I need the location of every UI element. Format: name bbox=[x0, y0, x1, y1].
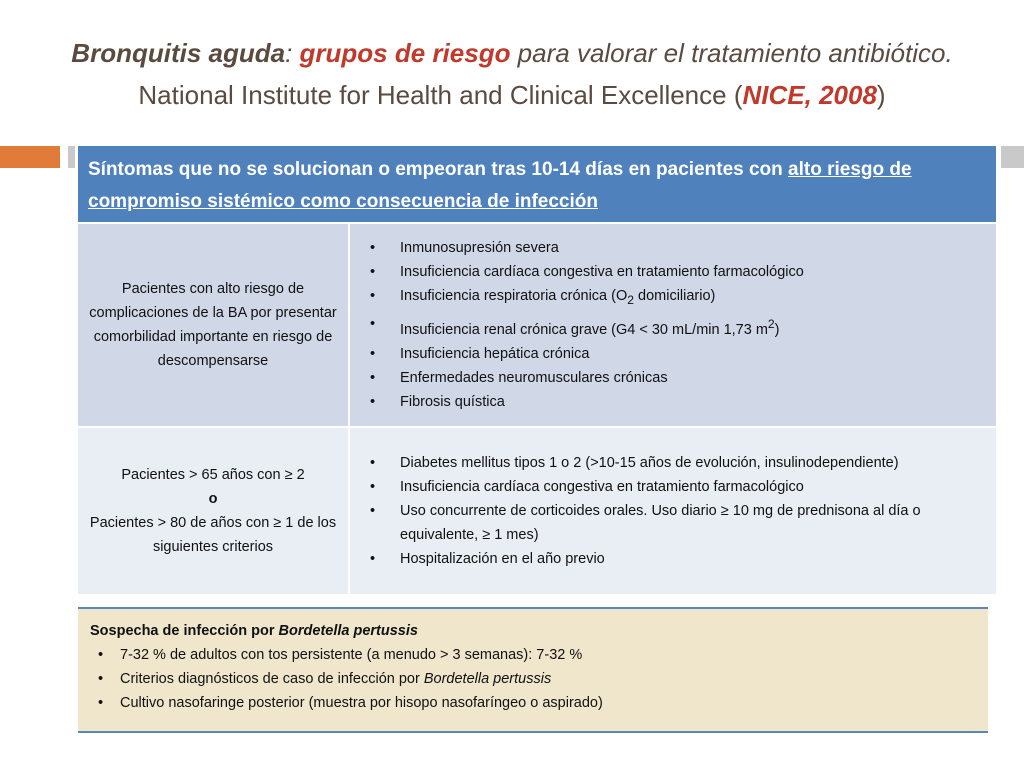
title-line-2 bbox=[0, 74, 1024, 116]
title-source: National Institute for Health and Clinical Excellence ( bbox=[138, 80, 743, 110]
title-risk-groups: grupos de riesgo bbox=[299, 38, 511, 68]
slide-title bbox=[0, 32, 1024, 116]
list-item: • Enfermedades neuromusculares crónicas bbox=[370, 366, 984, 390]
row1-group-label: Pacientes con alto riesgo de complicaciones de la BA por presentar comorbilidad importante en riesgo de descompensarse bbox=[78, 223, 349, 427]
row2-criteria bbox=[349, 427, 996, 594]
list-item: • Uso concurrente de corticoides orales. Uso diario ≥ 10 mg de prednisona al día o equivalente, ≥ 1 mes) bbox=[370, 499, 984, 547]
row2-group-label: Pacientes > 65 años con ≥ 2 o Pacientes > 80 de años con ≥ 1 de los siguientes criterios bbox=[78, 427, 349, 594]
list-item: • Fibrosis quística bbox=[370, 390, 984, 414]
list-item: • Insuficiencia cardíaca congestiva en tratamiento farmacológico bbox=[370, 475, 984, 499]
list-item: • Insuficiencia renal crónica grave (G4 < 30 mL/min 1,73 $m^2$) bbox=[370, 312, 984, 342]
decor-orange-bar bbox=[0, 146, 60, 168]
title-colon: : bbox=[285, 38, 300, 68]
title-topic: Bronquitis aguda bbox=[71, 38, 286, 68]
pertussis-box bbox=[78, 607, 988, 733]
list-item: • Hospitalización en el año previo bbox=[370, 547, 984, 571]
list-item: • Insuficiencia cardíaca congestiva en tratamiento farmacológico bbox=[370, 260, 984, 284]
title-rest: para valorar el tratamiento antibiótico. bbox=[510, 38, 953, 68]
header-underlined: alto riesgo de compromiso sistémico como consecuencia de infección bbox=[88, 159, 912, 212]
table-row bbox=[78, 223, 996, 427]
table-header bbox=[78, 146, 996, 223]
decor-gray-bar-left bbox=[68, 146, 75, 168]
list-item: • Cultivo nasofaringe posterior (muestra por hisopo nasofaríngeo o aspirado) bbox=[90, 691, 976, 715]
list-item: • Criterios diagnósticos de caso de infección por Bordetella pertussis bbox=[90, 667, 976, 691]
risk-table bbox=[78, 146, 996, 594]
box-title: Sospecha de infección por Bordetella pertussis bbox=[90, 623, 418, 639]
list-item: • Inmunosupresión severa bbox=[370, 236, 984, 260]
list-item: • 7-32 % de adultos con tos persistente (a menudo > 3 semanas): 7-32 % bbox=[90, 643, 976, 667]
title-close-paren: ) bbox=[876, 80, 886, 110]
list-item: • Diabetes mellitus tipos 1 o 2 (>10-15 años de evolución, insulinodependiente) bbox=[370, 451, 984, 475]
table-row bbox=[78, 427, 996, 594]
header-text: Síntomas que no se solucionan o empeoran tras 10-14 días en pacientes con bbox=[88, 159, 789, 180]
decor-gray-bar-right bbox=[1001, 146, 1024, 168]
list-item: • Insuficiencia hepática crónica bbox=[370, 342, 984, 366]
title-line-1 bbox=[0, 32, 1024, 74]
title-nice-ref: NICE, 2008 bbox=[742, 80, 877, 110]
list-item: • Insuficiencia respiratoria crónica ($O_2$ domiciliario) bbox=[370, 284, 984, 312]
row1-criteria bbox=[349, 223, 996, 427]
